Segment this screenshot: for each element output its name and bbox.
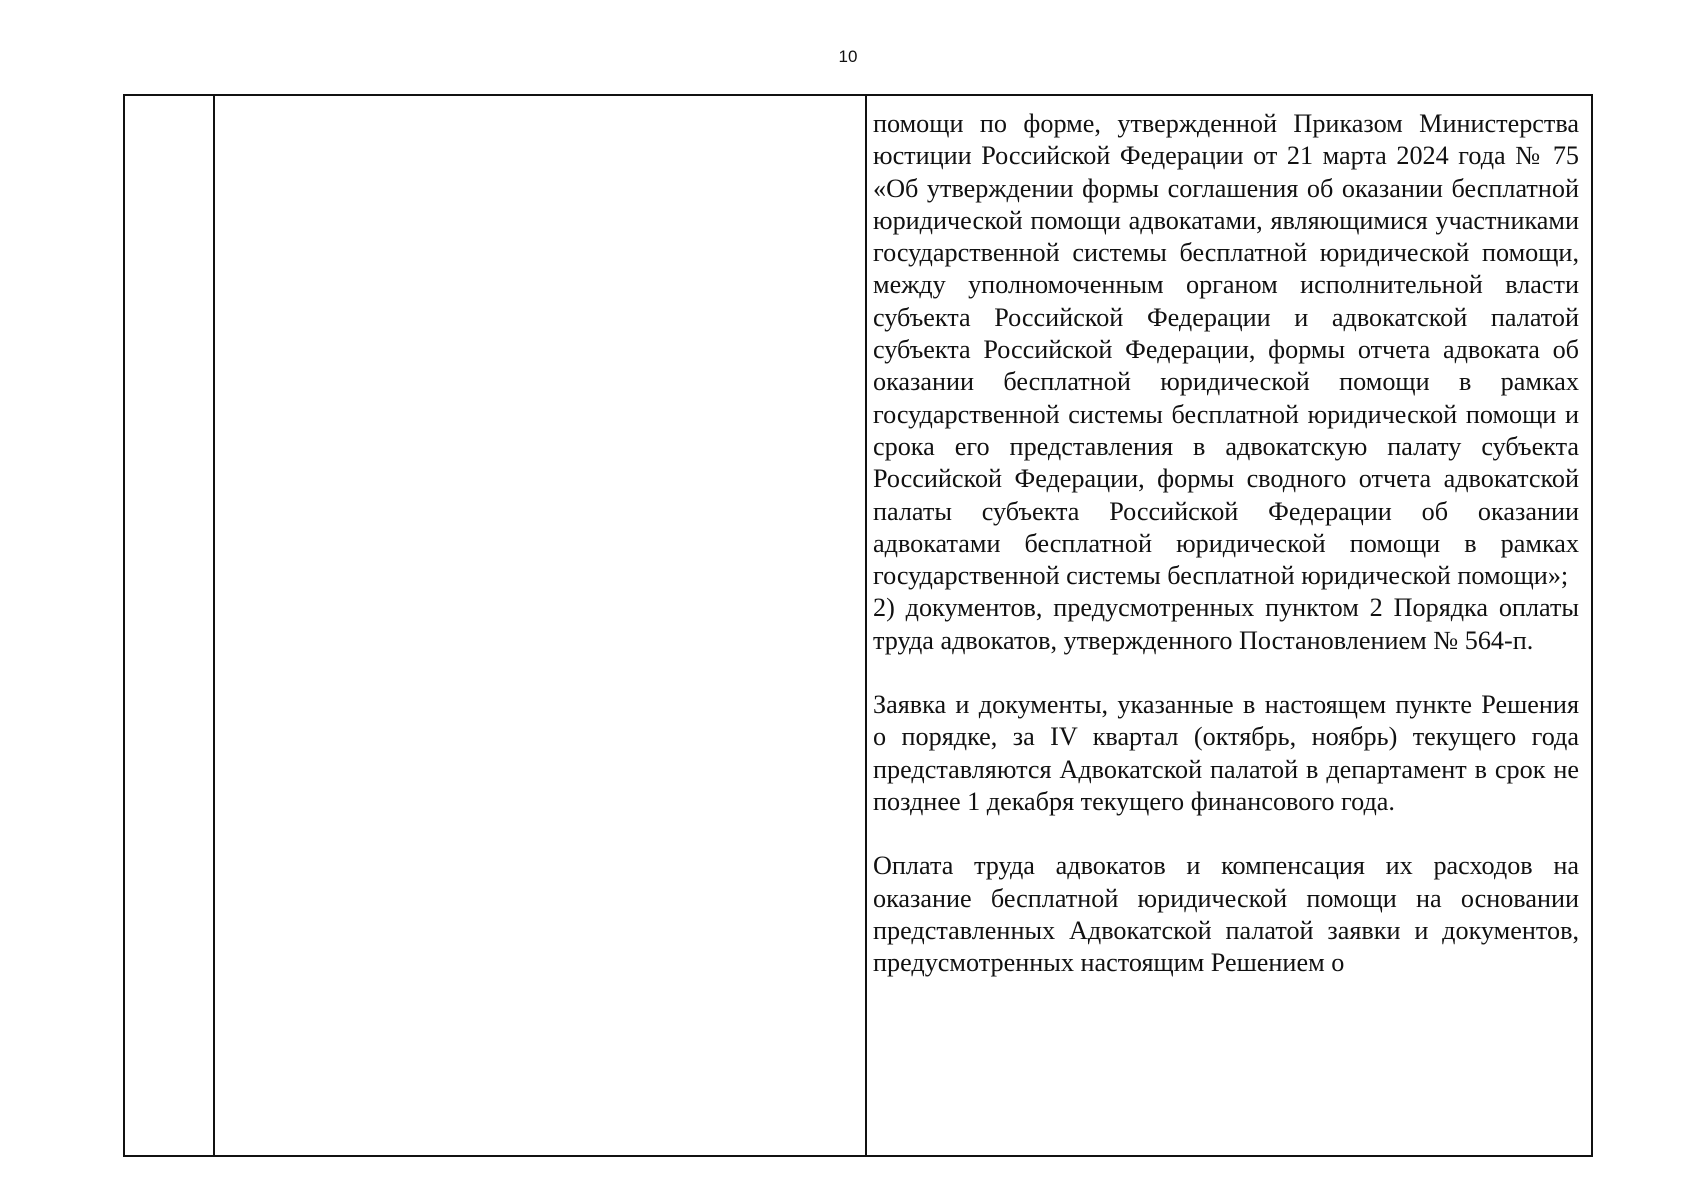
paragraph-form-reference: помощи по форме, утвержденной Приказом Министерства юстиции Российской Федерации от 21 марта 2024 года № 75 «Об утверждении формы соглашения об оказании бесплатной юридической помощи адвокатами, являющимися участниками государственной системы бесплатной юридической помощи, между уполномоченным органом исполнительной власти субъекта Российской Федерации и адвокатской палатой субъекта Российской Федерации, формы отчета адвоката об оказании бесплатной юридической помощи в рамках государственной системы бесплатной юридической помощи и срока его представления в адвокатскую палату субъекта Российской Федерации, формы сводного отчета адвокатской палаты субъекта Российской Федерации об оказании адвокатами бесплатной юридической помощи в рамках государственной системы бесплатной юридической помощи»;	[873, 109, 1579, 591]
table-column-description	[215, 96, 867, 1155]
page-number: 10	[838, 47, 858, 66]
document-table	[123, 94, 1593, 1157]
table-column-number	[125, 96, 215, 1155]
table-column-content	[867, 96, 1591, 1155]
paragraph-submission-deadline: Заявка и документы, указанные в настоящем пункте Решения о порядке, за IV квартал (октябрь, ноябрь) текущего года представляются Адвокатской палатой в департамент в срок не позднее 1 декабря текущего финансового года.	[873, 690, 1579, 816]
paragraph-documents-list: 2) документов, предусмотренных пунктом 2 Порядка оплаты труда адвокатов, утвержденного Постановлением № 564-п.	[873, 593, 1579, 655]
paragraph-payment: Оплата труда адвокатов и компенсация их расходов на оказание бесплатной юридической помощи на основании представленных Адвокатской палатой заявки и документов, предусмотренных настоящим Решением о	[873, 851, 1579, 978]
